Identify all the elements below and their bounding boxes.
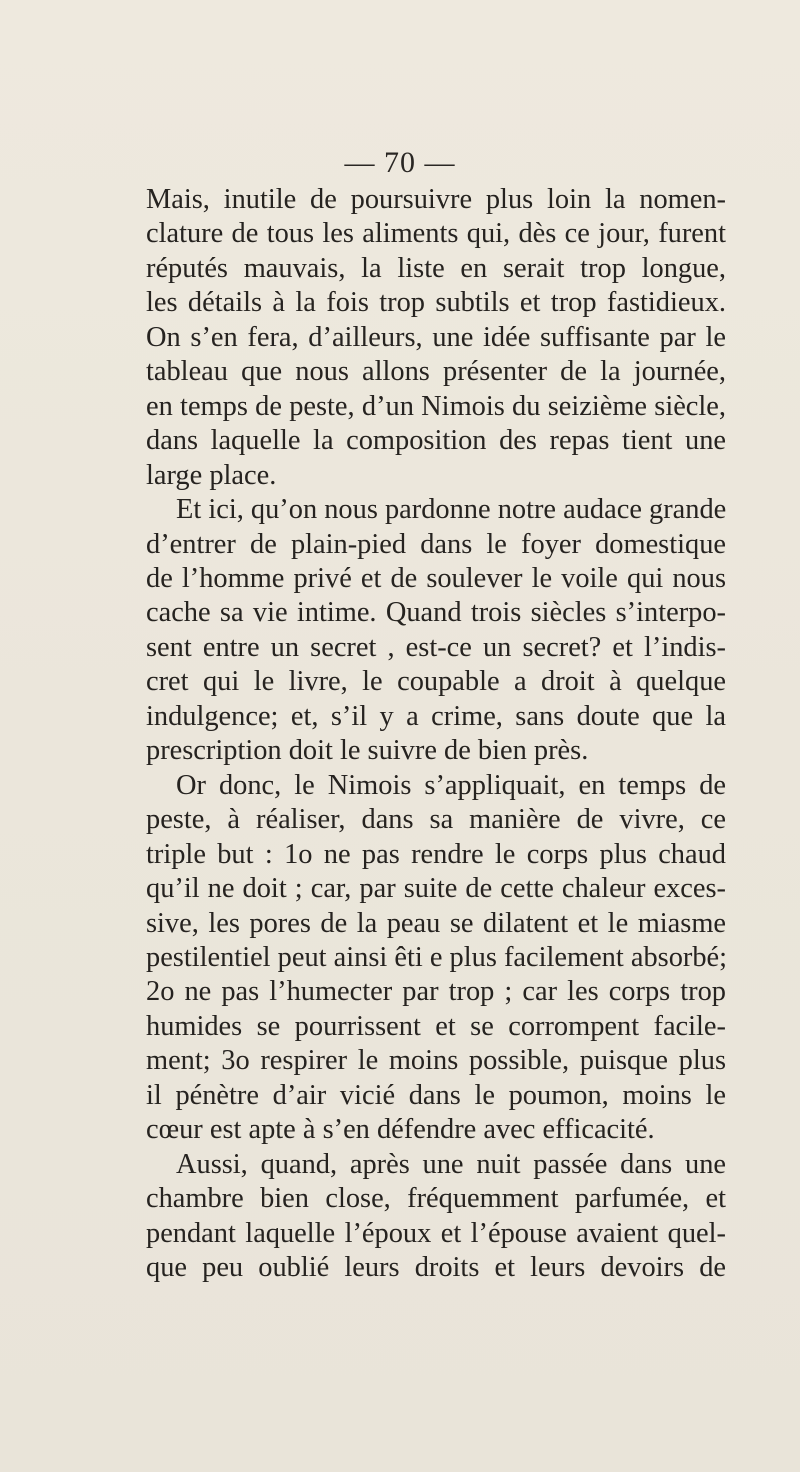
text-line: pestilentiel peut ainsi êti e plus facilement absorbé; <box>146 941 728 973</box>
text-line: Mais, inutile de poursuivre plus loin la nomen- <box>146 184 726 215</box>
text-line: tableau que nous allons présenter de la journée, <box>146 356 726 388</box>
text-line: Or donc, le Nimois s’appliquait, en temps de <box>176 769 726 801</box>
text-line: On s’en fera, d’ailleurs, une idée suffisante par le <box>146 321 726 353</box>
text-line: ment; 3o respirer le moins possible, puisque plus <box>146 1045 726 1077</box>
page-number: — 70 — <box>344 146 456 179</box>
text-line: cret qui le livre, le coupable a droit à quelque <box>146 666 726 698</box>
text-line: que peu oublié leurs droits et leurs devoirs de <box>146 1252 726 1284</box>
text-line: qu’il ne doit ; car, par suite de cette chaleur exces- <box>146 873 726 905</box>
text-line: Et ici, qu’on nous pardonne notre audace grande <box>176 494 727 526</box>
text-line: Aussi, quand, après une nuit passée dans une <box>176 1148 726 1180</box>
text-line: en temps de peste, d’un Nimois du seizième siècle, <box>146 390 726 422</box>
text-line: indulgence; et, s’il y a crime, sans doute que la <box>146 700 726 732</box>
body-text <box>146 183 726 1286</box>
text-line: d’entrer de plain-pied dans le foyer domestique <box>146 528 726 560</box>
text-line: large place. <box>146 459 277 491</box>
text-line: cache sa vie intime. Quand trois siècles s’interpo- <box>146 597 726 629</box>
text-line: peste, à réaliser, dans sa manière de vivre, ce <box>146 804 726 836</box>
text-line: triple but : 1o ne pas rendre le corps plus chaud <box>146 838 726 870</box>
text-line: les détails à la fois trop subtils et trop fastidieux. <box>146 287 726 319</box>
text-line: sent entre un secret , est-ce un secret? et l’indis- <box>146 631 726 663</box>
text-line: il pénètre d’air vicié dans le poumon, moins le <box>146 1079 726 1111</box>
text-line: 2o ne pas l’humecter par trop ; car les corps trop <box>146 976 726 1008</box>
text-line: humides se pourrissent et se corrompent facile- <box>146 1010 726 1042</box>
text-line: chambre bien close, fréquemment parfumée, et <box>146 1183 726 1215</box>
text-line: clature de tous les aliments qui, dès ce jour, furent <box>146 218 726 250</box>
text-line: dans laquelle la composition des repas tient une <box>146 425 726 457</box>
text-line: pendant laquelle l’époux et l’épouse avaient quel- <box>146 1217 726 1249</box>
text-line: cœur est apte à s’en défendre avec efficacité. <box>146 1114 655 1146</box>
text-line: de l’homme privé et de soulever le voile qui nous <box>146 562 726 594</box>
text-line: réputés mauvais, la liste en serait trop longue, <box>146 252 726 284</box>
text-line: sive, les pores de la peau se dilatent et le miasme <box>146 907 726 939</box>
text-line: prescription doit le suivre de bien près. <box>146 735 589 767</box>
